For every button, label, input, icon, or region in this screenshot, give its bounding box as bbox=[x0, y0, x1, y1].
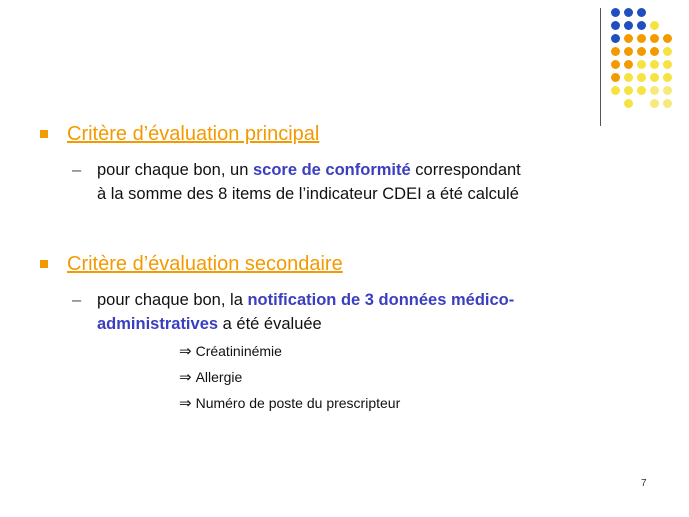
decorative-dot bbox=[650, 73, 659, 82]
decorative-dot bbox=[663, 86, 672, 95]
list-item: ⇒ Créatininémie bbox=[179, 342, 282, 360]
decorative-dot bbox=[611, 60, 620, 69]
implies-arrow-icon: ⇒ bbox=[179, 394, 192, 412]
decorative-dot bbox=[611, 21, 620, 30]
decorative-dot bbox=[637, 34, 646, 43]
secondary-criterion-text: – pour chaque bon, la notification de 3 données médico- administratives a été évaluée bbox=[97, 288, 657, 336]
decorative-dot bbox=[663, 60, 672, 69]
primary-criterion-text: – pour chaque bon, un score de conformité correspondant à la somme des 8 items de l’indicateur CDEI a été calculé bbox=[97, 158, 657, 206]
decorative-dot bbox=[611, 47, 620, 56]
dash-bullet-icon: – bbox=[72, 161, 82, 179]
decorative-dot bbox=[637, 8, 646, 17]
decorative-dot bbox=[637, 86, 646, 95]
divider-line bbox=[600, 8, 601, 126]
decorative-dot bbox=[663, 47, 672, 56]
decorative-dot bbox=[650, 21, 659, 30]
implies-arrow-icon: ⇒ bbox=[179, 368, 192, 386]
decorative-dot bbox=[663, 99, 672, 108]
decorative-dot bbox=[637, 73, 646, 82]
decorative-dot bbox=[624, 47, 633, 56]
decorative-dot bbox=[624, 34, 633, 43]
list-item: ⇒ Allergie bbox=[179, 368, 243, 386]
decorative-dots bbox=[611, 8, 671, 112]
list-item: ⇒ Numéro de poste du prescripteur bbox=[179, 394, 401, 412]
decorative-dot bbox=[611, 73, 620, 82]
primary-criterion-heading: Critère d’évaluation principal bbox=[67, 123, 320, 145]
decorative-dot bbox=[624, 86, 633, 95]
decorative-dot bbox=[650, 99, 659, 108]
decorative-dot bbox=[637, 60, 646, 69]
decorative-dot bbox=[637, 47, 646, 56]
page-number: 7 bbox=[641, 478, 647, 489]
decorative-dot bbox=[611, 86, 620, 95]
square-bullet-icon bbox=[40, 130, 48, 138]
square-bullet-icon bbox=[40, 260, 48, 268]
implies-arrow-icon: ⇒ bbox=[179, 342, 192, 360]
decorative-dot bbox=[624, 99, 633, 108]
decorative-dot bbox=[624, 21, 633, 30]
secondary-criterion-heading: Critère d’évaluation secondaire bbox=[67, 253, 343, 275]
decorative-dot bbox=[624, 8, 633, 17]
decorative-dot bbox=[624, 73, 633, 82]
decorative-dot bbox=[650, 60, 659, 69]
decorative-dot bbox=[624, 60, 633, 69]
decorative-dot bbox=[650, 86, 659, 95]
dash-bullet-icon: – bbox=[72, 291, 82, 309]
decorative-dot bbox=[650, 47, 659, 56]
decorative-dot bbox=[611, 34, 620, 43]
decorative-dot bbox=[663, 73, 672, 82]
decorative-dot bbox=[650, 34, 659, 43]
decorative-dot bbox=[663, 34, 672, 43]
decorative-dot bbox=[637, 21, 646, 30]
decorative-dot bbox=[611, 8, 620, 17]
